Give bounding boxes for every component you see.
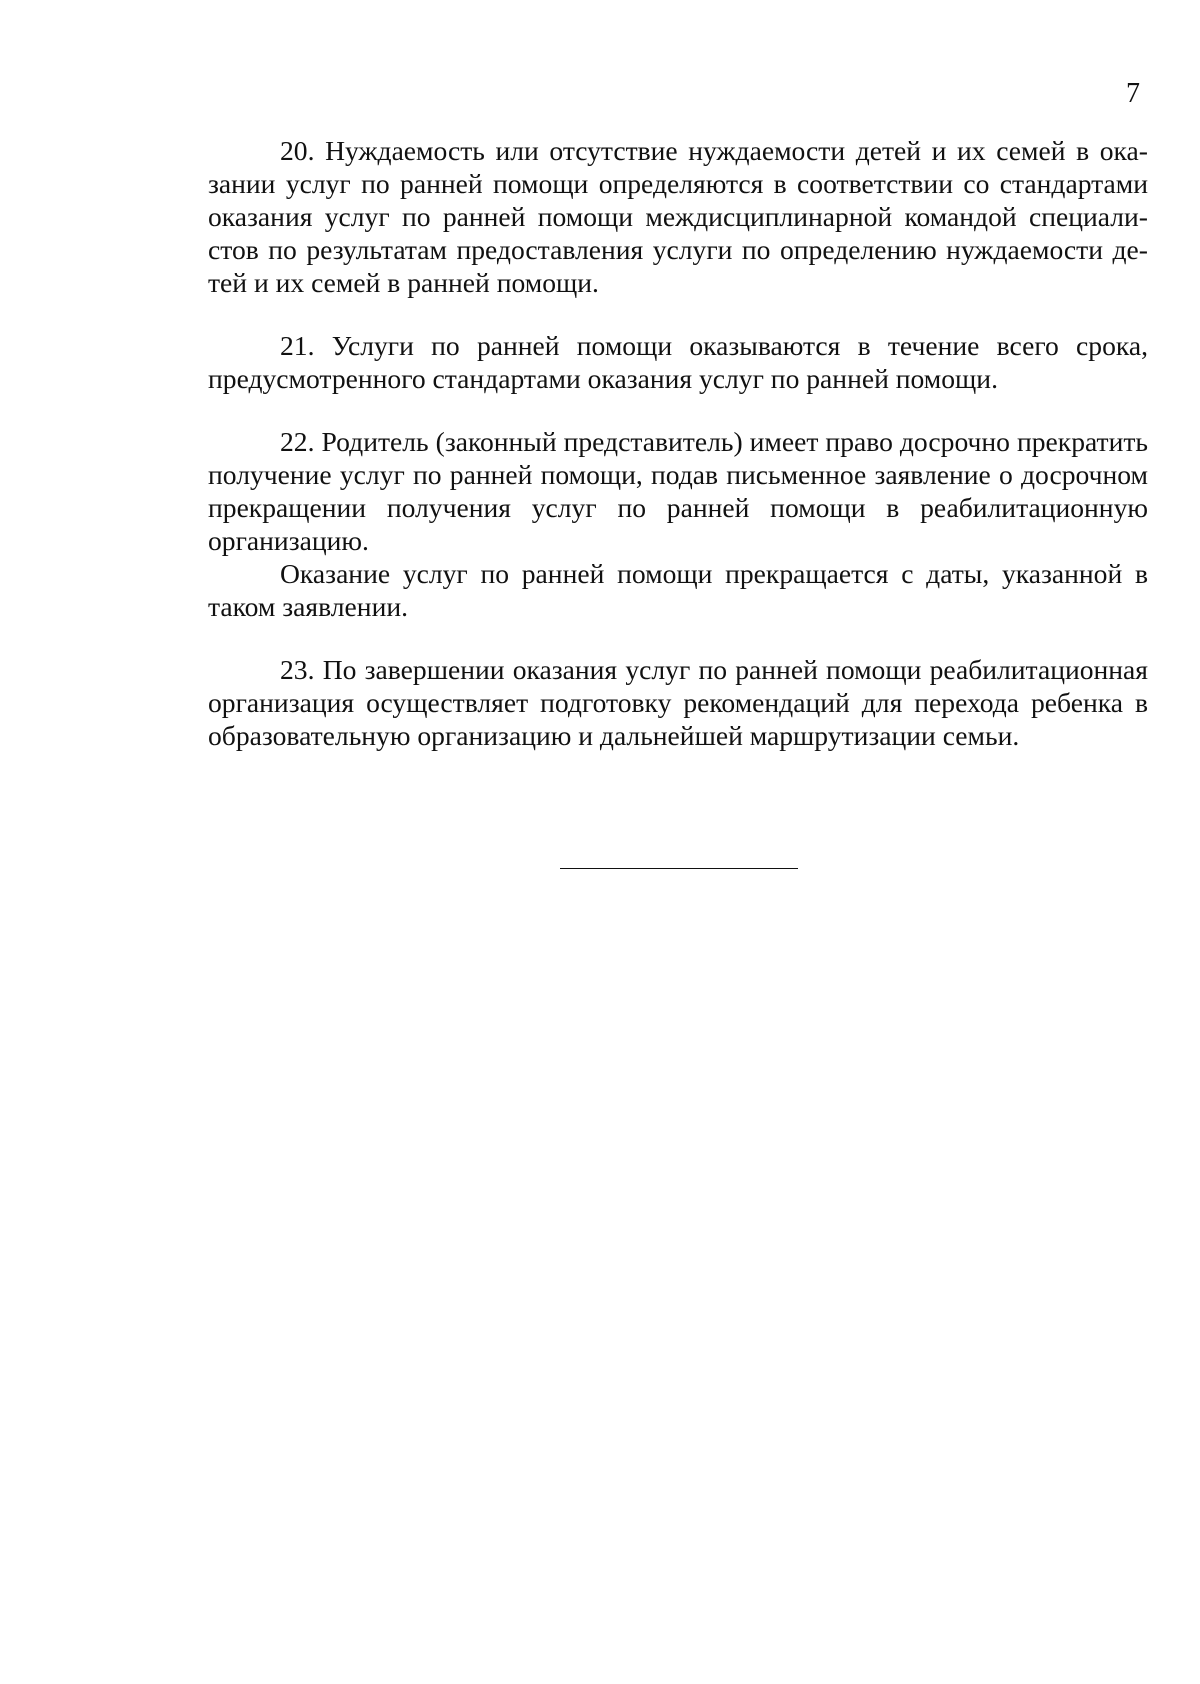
paragraph-20: 20. Нуждаемость или отсутствие нуждаемости детей и их семей в оказании услуг по ранней помощи определяются в соответствии со стандартами оказания услуг по ранней помощи междисциплинарной командой специалистов по результатам предоставления услуги по определению нуждаемости детей и их семей в ранней помощи. — [208, 135, 1148, 298]
paragraph-22: 22. Родитель (законный представитель) имеет право досрочно прекратить получение услуг по ранней помощи, подав письменное заявление о досрочном прекращении получения услуг по ранней помощи в реабилитационную организацию. — [208, 426, 1148, 556]
page-number: 7 — [1126, 78, 1140, 109]
paragraph-21: 21. Услуги по ранней помощи оказываются в течение всего срока, предусмотренного стандартами оказания услуг по ранней помощи. — [208, 330, 1148, 394]
document-body — [208, 134, 1148, 752]
paragraph-22-continuation: Оказание услуг по ранней помощи прекращается с даты, указанной в таком заявлении. — [208, 558, 1148, 622]
end-of-document-rule — [560, 868, 798, 869]
paragraph-23: 23. По завершении оказания услуг по ранней помощи реабилитационная организация осуществляет подготовку рекомендаций для перехода ребенка в образовательную организацию и дальнейшей маршрутизации семьи. — [208, 654, 1148, 751]
